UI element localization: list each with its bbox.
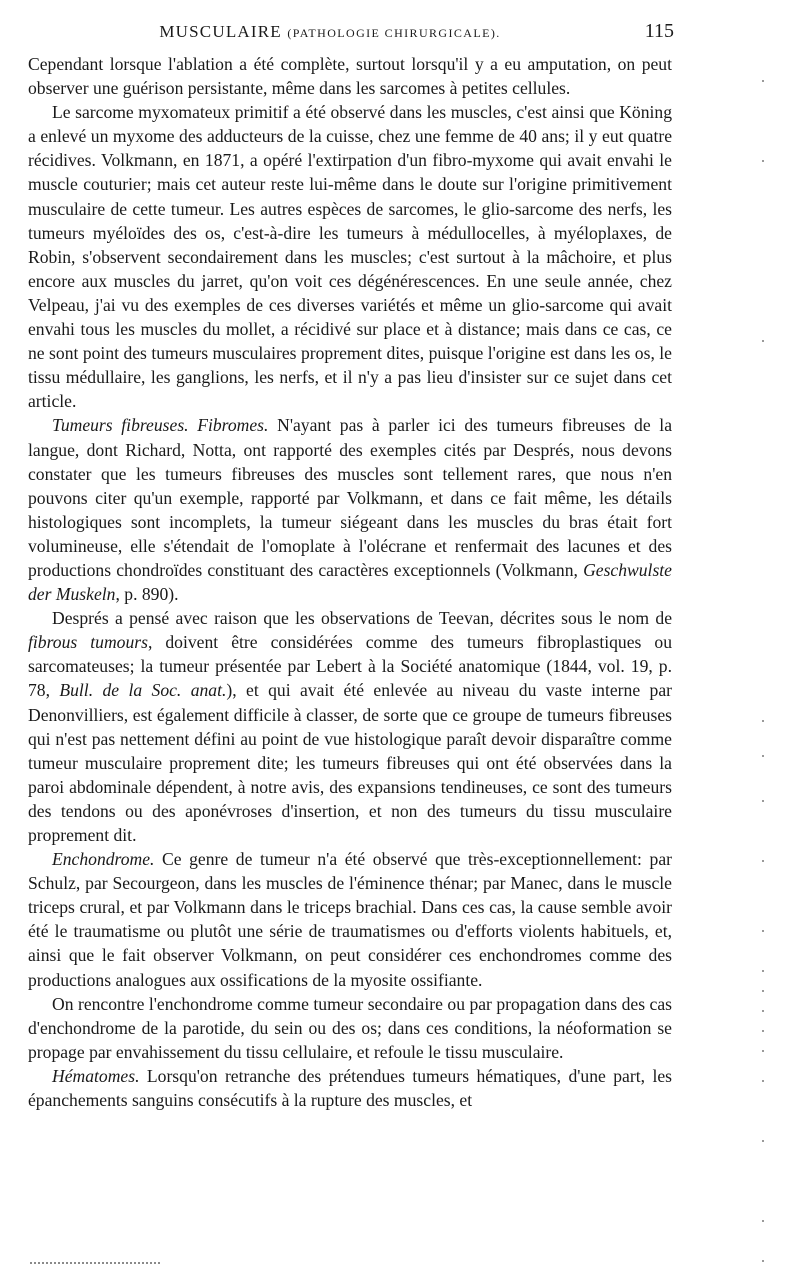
italic-run: fibrous tumours [28, 632, 148, 653]
running-title [28, 22, 632, 42]
text-run: Ce genre de tumeur n'a été observé que très-exceptionnellement: par Schulz, par Secourgeon, dans les muscles de l'éminence thénar; par Manec, dans le muscle triceps crural, et par Volkmann dans le triceps brachial. Dans ces cas, la cause semble avoir été le traumatisme ou plutôt une série de traumatismes ou d'efforts violents habituels, et, ainsi que le fait observer Volkmann, on peut considérer ces enchondromes comme des productions analogues aux ossifications de la myosite ossifiante. [28, 849, 672, 990]
paragraph [28, 606, 672, 847]
text-run: N'ayant pas à parler ici des tumeurs fibreuses de la langue, dont Richard, Notta, ont rapporté des exemples cités par Després, nous devons constater que les tumeurs fibreuses des muscles sont tellement rares, que nous n'en pouvons citer qu'un exemple, rapporté par Volkmann, et dans ce fait même, les détails histologiques sont incomplets, la tumeur siégeant dans les muscles du bras était fort volumineuse, elle s'étendait de l'omoplate à l'olécrane et renfermait des lacunes et des productions chondroïdes constituant des caractères exceptionnels (Volkmann, [28, 415, 672, 580]
text-run: On rencontre l'enchondrome comme tumeur secondaire ou par propagation dans des cas d'enchondrome de la parotide, du sein ou des os; dans ces conditions, la néoformation se propage par envahissement du tissu cellulaire, et refoule le tissu musculaire. [28, 993, 672, 1062]
text-run: Lorsqu'on retranche des prétendues tumeurs hématiques, d'une part, les épanchements sanguins consécutifs à la rupture des muscles, et [28, 1065, 672, 1111]
text-run: Le sarcome myxomateux primitif a été observé dans les muscles, c'est ainsi que Köning a enlevé un myxome des adducteurs de la cuisse, chez une femme de 40 ans; il y eut quatre récidives. Volkmann, en 1871, a opéré l'extirpation d'un fibro-myxome qui avait envahi le muscle couturier; mais cet auteur reste lui-même dans le doute sur l'origine primitivement musculaire de cette tumeur. Les autres espèces de sarcomes, le glio-sarcome des nerfs, les tumeurs myéloïdes des os, c'est-à-dire les tumeurs à médullocelles, à myéloplaxes, de Robin, s'observent secondairement dans les muscles; c'est surtout à la mâchoire, et plus encore aux muscles du jarret, qu'on voit ces dégénérescences. En une seule année, chez Velpeau, j'ai vu des exemples de ces diverses variétés et même un glio-sarcome qui avait envahi tous les muscles du mollet, a récidivé sur place et à distance; mais dans ce cas, ce ne sont point des tumeurs musculaires proprement dites, puisque l'origine est dans les os, le tissu médullaire, les ganglions, les nerfs, et il n'y a pas lieu d'insister sur ce sujet dans cet article. [28, 102, 672, 412]
paragraph [28, 52, 672, 100]
page-number: 115 [644, 20, 674, 42]
paragraph [28, 413, 672, 606]
running-head [28, 18, 672, 52]
margin-scan-marks [756, 40, 786, 1270]
book-page [28, 18, 672, 1112]
italic-run: Enchondrome. [52, 849, 155, 870]
text-run: Després a pensé avec raison que les observations de Teevan, décrites sous le nom de [52, 608, 672, 629]
text-run: , p. 890). [115, 584, 179, 605]
text-run: ), et qui avait été enlevée au niveau du vaste interne par Denonvilliers, est également difficile à classer, de sorte que ce groupe de tumeurs fibreuses qui n'est pas nettement défini au point de vue histologique paraît devoir disparaître comme tumeur musculaire proprement dite; les tumeurs fibreuses qui ont été observées dans la paroi abdominale dépendent, à notre avis, des expansions tendineuses, ce sont des tumeurs des tendons ou des aponévroses d'insertion, et non des tumeurs du tissu musculaire proprement dit. [28, 680, 672, 845]
running-title-sub: (PATHOLOGIE CHIRURGICALE). [287, 26, 501, 40]
text-run: , doivent être considérées comme des tumeurs fibroplastiques ou sarcomateuses; la tumeur présentée par Lebert à la Société anatomique (1844, vol. 19, p. 78, [28, 632, 672, 701]
body-text [28, 52, 672, 1112]
italic-run: Tumeurs fibreuses. Fibromes. [52, 415, 269, 436]
paragraph [28, 100, 672, 413]
italic-run: Geschwulste der Muskeln [28, 559, 672, 605]
text-run: Cependant lorsque l'ablation a été complète, surtout lorsqu'il y a eu amputation, on peut observer une guérison persistante, même dans les sarcomes à petites cellules. [28, 54, 672, 99]
italic-run: Bull. de la Soc. anat. [59, 680, 227, 701]
italic-run: Hématomes. [52, 1065, 140, 1086]
paragraph [28, 992, 672, 1064]
footer-scan-rule [30, 1262, 160, 1266]
paragraph [28, 847, 672, 992]
paragraph [28, 1064, 672, 1112]
running-title-main: MUSCULAIRE [159, 22, 282, 41]
